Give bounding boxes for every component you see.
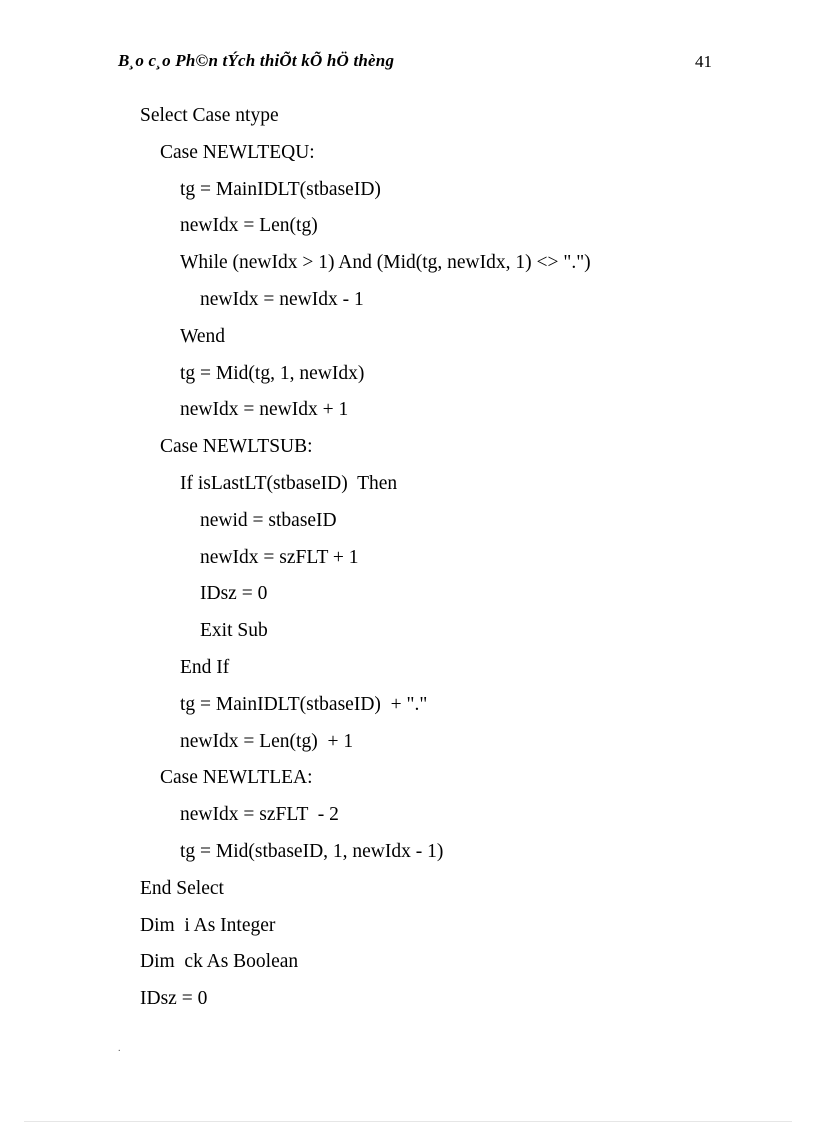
code-line: newid = stbaseID	[200, 509, 337, 531]
page-number: 41	[695, 52, 712, 71]
code-line: If isLastLT(stbaseID) Then	[180, 472, 398, 494]
code-line: Wend	[180, 325, 225, 347]
code-line: End If	[180, 656, 230, 678]
code-line: IDsz = 0	[140, 988, 208, 1010]
code-line: newIdx = szFLT - 2	[180, 804, 339, 826]
code-listing	[140, 101, 760, 1021]
code-line: newIdx = Len(tg) + 1	[180, 730, 354, 752]
code-line: newIdx = newIdx + 1	[180, 399, 349, 421]
page-bottom-rule	[24, 1121, 792, 1122]
code-line: End Select	[140, 877, 224, 899]
code-line: While (newIdx > 1) And (Mid(tg, newIdx, 1) <> ".")	[180, 252, 591, 274]
code-line: newIdx = Len(tg)	[180, 215, 318, 237]
code-line: Case NEWLTEQU:	[160, 141, 315, 163]
running-header: B¸o c¸o Ph©n tÝch thiÕt kÕ hÖ thèng	[118, 51, 395, 70]
code-line: tg = MainIDLT(stbaseID) + "."	[180, 693, 428, 715]
code-line: tg = MainIDLT(stbaseID)	[180, 178, 381, 200]
code-line: tg = Mid(stbaseID, 1, newIdx - 1)	[180, 840, 444, 862]
code-line: newIdx = newIdx - 1	[200, 288, 364, 310]
code-line: Case NEWLTSUB:	[160, 436, 313, 458]
code-line: Case NEWLTLEA:	[160, 767, 313, 789]
code-line: Dim ck As Boolean	[140, 951, 299, 973]
stray-mark: .	[118, 1043, 121, 1054]
code-line: Select Case ntype	[140, 105, 279, 126]
code-line: Dim i As Integer	[140, 914, 276, 936]
code-line: IDsz = 0	[200, 583, 268, 605]
code-line: Exit Sub	[200, 620, 268, 642]
code-line: newIdx = szFLT + 1	[200, 546, 359, 568]
code-line: tg = Mid(tg, 1, newIdx)	[180, 362, 365, 384]
